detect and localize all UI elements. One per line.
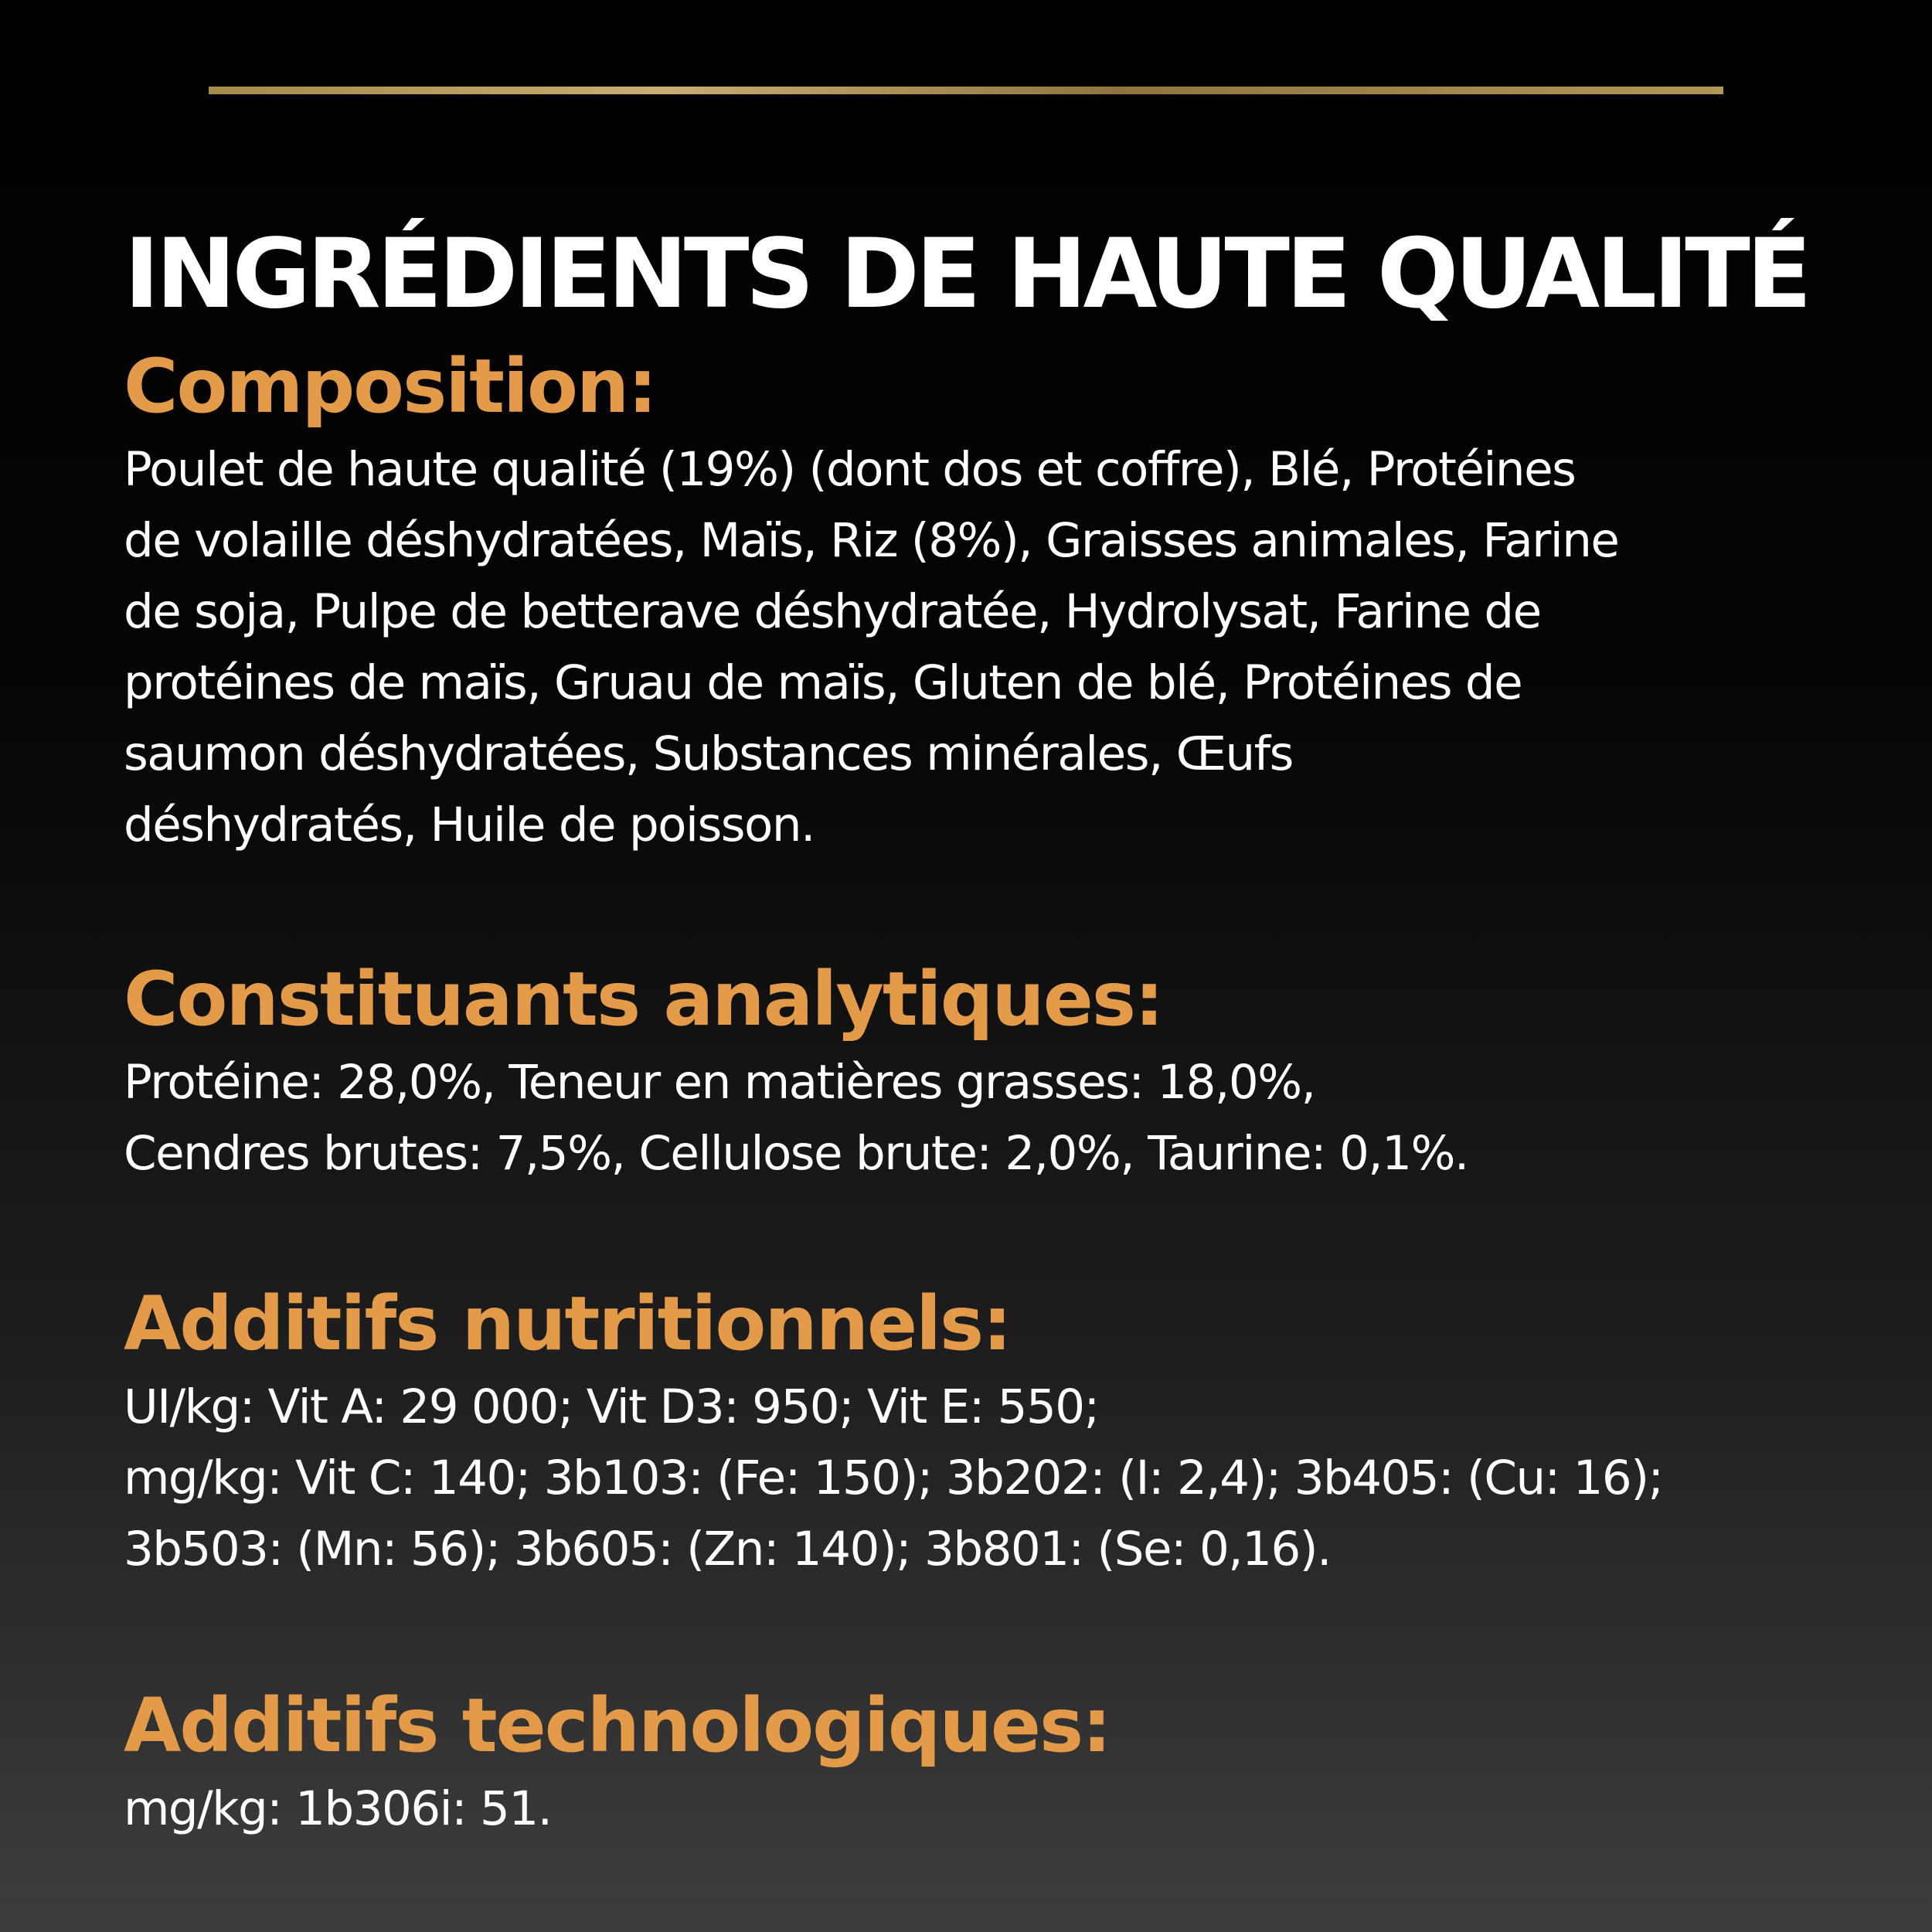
section-body [124, 1372, 1855, 1585]
section-composition [124, 343, 1855, 861]
section-heading: Constituants analytiques: [124, 956, 1163, 1043]
section-additifs-technologiques [124, 1682, 1855, 1845]
body-line: Cendres brutes: 7,5%, Cellulose brute: 2,0%, Taurine: 0,1%. [124, 1126, 1468, 1181]
section-body [124, 434, 1855, 861]
body-line: UI/kg: Vit A: 29 000; Vit D3: 950; Vit E: 550; [124, 1379, 1099, 1434]
section-additifs-nutritionnels [124, 1281, 1855, 1585]
body-line: mg/kg: 1b306i: 51. [124, 1781, 552, 1836]
body-line: Poulet de haute qualité (19%) (dont dos et coffre), Blé, Protéines [124, 442, 1576, 497]
body-line: mg/kg: Vit C: 140; 3b103: (Fe: 150); 3b202: (I: 2,4); 3b405: (Cu: 16); [124, 1451, 1663, 1505]
section-heading: Composition: [124, 343, 656, 430]
body-line: de volaille déshydratées, Maïs, Riz (8%), Graisses animales, Farine [124, 513, 1619, 568]
section-body [124, 1047, 1855, 1189]
body-line: 3b503: (Mn: 56); 3b605: (Zn: 140); 3b801: (Se: 0,16). [124, 1522, 1331, 1577]
body-line: déshydratés, Huile de poisson. [124, 798, 815, 852]
gold-divider [209, 87, 1723, 94]
body-line: protéines de maïs, Gruau de maïs, Gluten de blé, Protéines de [124, 655, 1522, 710]
section-body [124, 1774, 1855, 1845]
section-constituants-analytiques [124, 956, 1855, 1189]
section-heading: Additifs nutritionnels: [124, 1281, 1011, 1367]
body-line: saumon déshydratées, Substances minérales, Œufs [124, 726, 1293, 781]
section-heading: Additifs technologiques: [124, 1682, 1111, 1769]
body-line: Protéine: 28,0%, Teneur en matières grasses: 18,0%, [124, 1055, 1315, 1110]
page-title: INGRÉDIENTS DE HAUTE QUALITÉ [124, 219, 1808, 331]
body-line: de soja, Pulpe de betterave déshydratée, Hydrolysat, Farine de [124, 584, 1541, 639]
